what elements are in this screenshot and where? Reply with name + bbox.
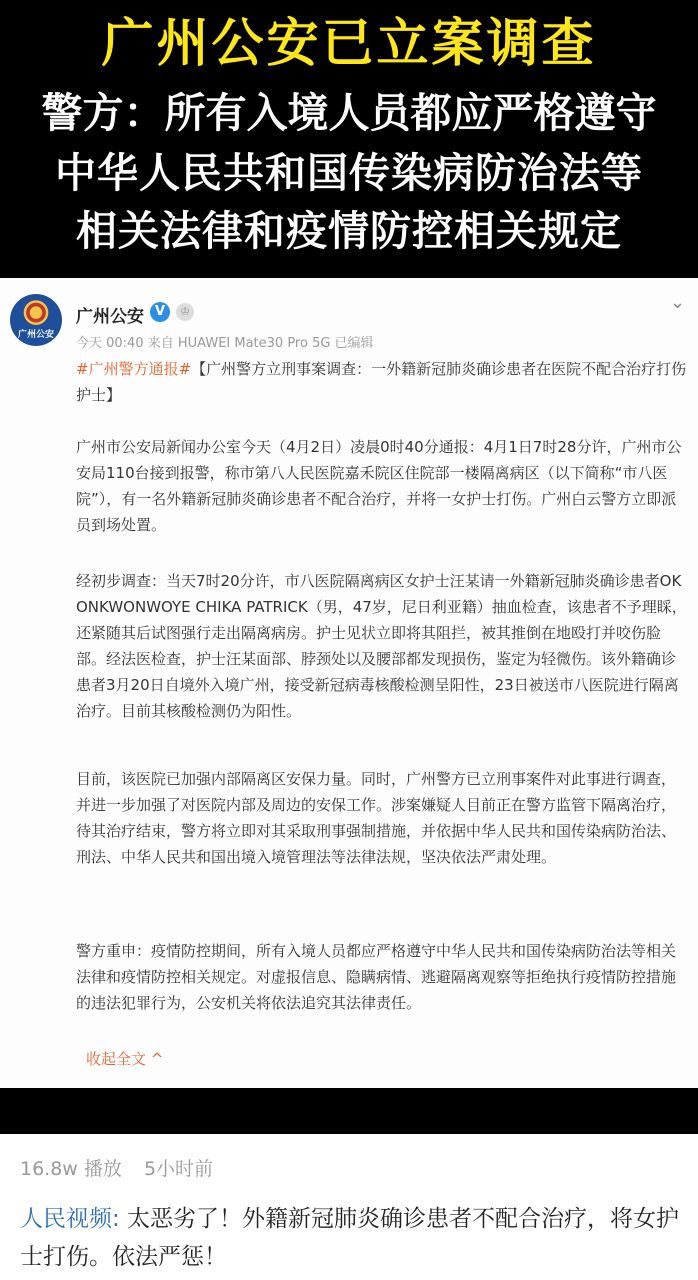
post-headline xyxy=(76,356,688,408)
banner-title-line-3: 中华人民共和国传染病防治法等 xyxy=(55,149,643,197)
hashtag-link[interactable]: #广州警方通报# xyxy=(76,360,192,378)
chevron-down-icon[interactable]: ⌄ xyxy=(670,292,686,313)
avatar[interactable] xyxy=(10,294,62,346)
police-badge-icon xyxy=(23,300,49,328)
weibo-post-card xyxy=(0,278,698,1088)
video-info-panel xyxy=(0,1134,698,1280)
post-paragraph-1: 广州市公安局新闻办公室今天（4月2日）凌晨0时40分通报：4月1日7时28分许，广州市公安局110台接到报警，称市第八人民医院嘉禾院区住院部一楼隔离病区（以下简称“市八医院”），有一名外籍新冠肺炎确诊患者不配合治疗，并将一女护士打伤。广州白云警方立即派员到场处置。 xyxy=(76,438,682,534)
verified-icon: V xyxy=(150,302,170,322)
video-stats xyxy=(20,1154,229,1181)
collapse-full-text-link[interactable]: 收起全文 ^ xyxy=(86,1050,164,1068)
banner-title-line-2: 警方：所有入境人员都应严格遵守 xyxy=(41,89,657,137)
comment-text: 太恶劣了！外籍新冠肺炎确诊患者不配合治疗，将女护士打伤。依法严惩！ xyxy=(20,1206,680,1270)
post-paragraph-3: 目前，该医院已加强内部隔离区安保力量。同时，广州警方已立刑事案件对此事进行调查，并进一步加强了对医院内部及周边的安保工作。涉案嫌疑人目前正在警方监管下隔离治疗，待其治疗结束，警方将立即对其采取刑事强制措施，并依据中华人民共和国传染病防治法、刑法、中华人民共和国出境入境管理法等法律法规，坚决依法严肃处理。 xyxy=(76,770,677,866)
featured-comment xyxy=(20,1200,680,1276)
video-title-banner xyxy=(0,0,698,278)
banner-title-line-1: 广州公安已立案调查 xyxy=(101,14,597,74)
post-paragraph-4: 警方重申：疫情防控期间，所有入境人员都应严格遵守中华人民共和国传染病防治法等相关法律和疫情防控相关规定。对虚报信息、隐瞒病情、逃避隔离观察等拒绝执行疫情防控措施的违法犯罪行为，公安机关将依法追究其法律责任。 xyxy=(76,942,677,1012)
post-meta: 今天 00:40 来自 HUAWEI Mate30 Pro 5G 已编辑 xyxy=(76,336,374,351)
post-paragraph-2: 经初步调查：当天7时20分许，市八医院隔离病区女护士汪某请一外籍新冠肺炎确诊患者OKONKWONWOYE CHIKA PATRICK（男，47岁，尼日利亚籍）抽血检查，该患者不予理睬，还紧随其后试图强行走出隔离病房。护士见状立即将其阻拦，被其推倒在地殴打并咬伤脸部。经法医检查，护士汪某面部、脖颈处以及腰部都发现损伤，鉴定为轻微伤。该外籍确诊患者3月20日自境外入境广州，接受新冠病毒核酸检测呈阳性，23日被送市八医院进行隔离治疗。目前其核酸检测仍为阳性。 xyxy=(76,572,687,720)
comment-author[interactable]: 人民视频: xyxy=(20,1206,120,1232)
post-time: 5小时前 xyxy=(143,1158,214,1180)
headline-text: 【广州警方立刑事案调查：一外籍新冠肺炎确诊患者在医院不配合治疗打伤护士】 xyxy=(76,360,687,404)
member-crown-icon: ♔ xyxy=(176,303,194,321)
banner-title-line-4: 相关法律和疫情防控相关规定 xyxy=(76,207,622,255)
play-count: 16.8w 播放 xyxy=(20,1158,122,1180)
post-author-name[interactable]: 广州公安 xyxy=(76,307,144,327)
avatar-label: 广州公安 xyxy=(17,330,54,340)
